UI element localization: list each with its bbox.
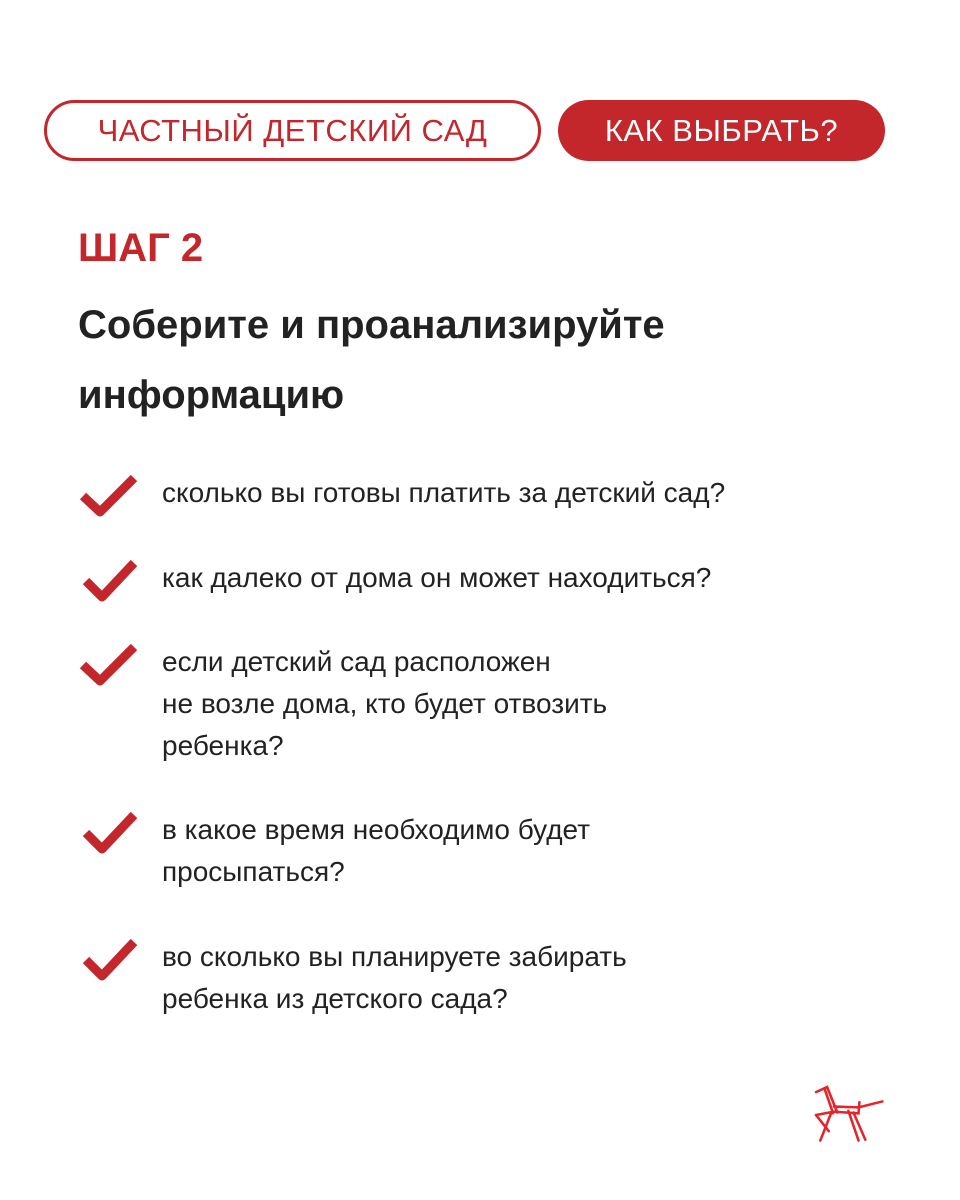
horse-logo xyxy=(800,1070,895,1155)
check-icon xyxy=(80,474,138,520)
list-item-text: в какое время необходимо будет просыпаться? xyxy=(162,814,591,887)
page-title: Соберите и проанализируйте информацию xyxy=(78,303,665,417)
check-icon xyxy=(80,938,138,984)
check-icon xyxy=(80,559,138,605)
list-item-text: как далеко от дома он может находиться? xyxy=(162,562,712,593)
category-tag xyxy=(44,100,541,161)
list-item-text: если детский сад расположен не возле дома, кто будет отвозить ребенка? xyxy=(162,646,608,761)
category-tag-label: ЧАСТНЫЙ ДЕТСКИЙ САД xyxy=(97,112,488,148)
check-icon xyxy=(80,643,138,689)
list-item-text: во сколько вы планируете забирать ребенка из детского сада? xyxy=(162,941,627,1014)
question-tag xyxy=(558,100,885,161)
check-icon xyxy=(80,811,138,857)
step-label: ШАГ 2 xyxy=(78,226,204,270)
question-tag-label: КАК ВЫБРАТЬ? xyxy=(604,112,839,148)
list-item-text: сколько вы готовы платить за детский сад? xyxy=(162,477,726,508)
